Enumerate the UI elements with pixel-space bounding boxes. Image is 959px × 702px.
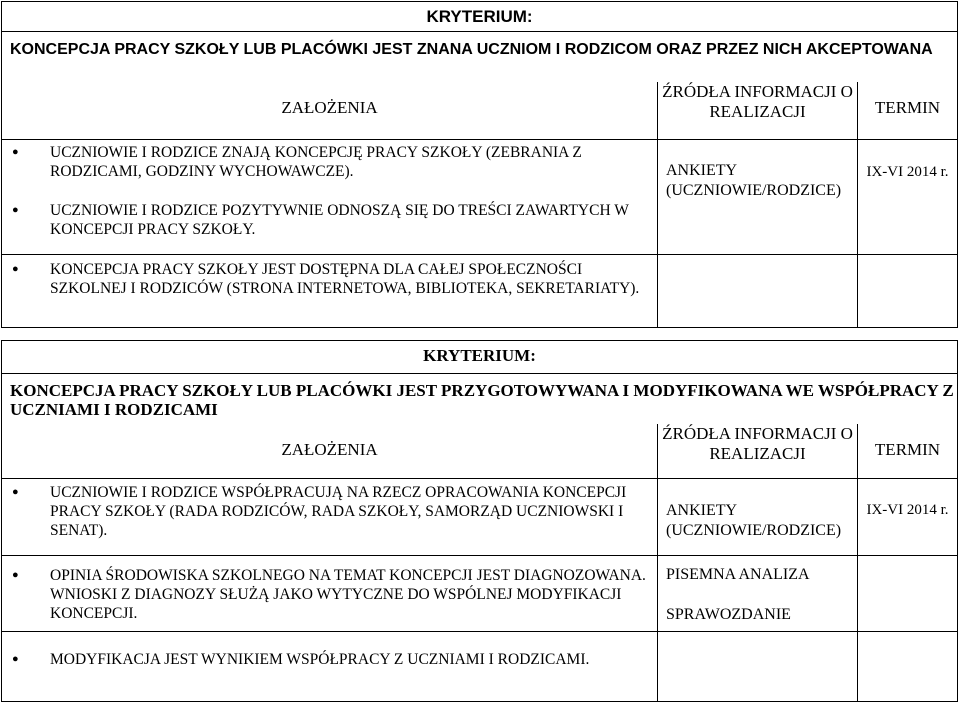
assumption-item: ● UCZNIOWIE I RODZICE POZYTYWNIE ODNOSZĄ SIĘ DO TREŚCI ZAWARTYCH W KONCEPCJI PRACY SZKOŁY.: [2, 201, 657, 239]
criterion-2-heading-cell: [2, 341, 958, 374]
assumption-item: ● OPINIA ŚRODOWISKA SZKOLNEGO NA TEMAT KONCEPCJI JEST DIAGNOZOWANA. WNIOSKI Z DIAGNOZY SŁUŻĄ JAKO WYTYCZNE DO WSPÓLNEJ MODYFIKACJI KONCEPCJI.: [2, 566, 657, 623]
term-text: IX-VI 2014 r.: [866, 164, 949, 180]
criterion-1-title-cell: [2, 32, 958, 82]
term-header-cell: [858, 424, 958, 479]
sources-cell-2: [658, 255, 858, 328]
term-cell-3: [858, 632, 958, 702]
assumptions-cell-2: [2, 556, 658, 632]
assumptions-header: ZAŁOŻENIA: [281, 97, 378, 117]
assumptions-cell-2: [2, 255, 658, 328]
term-cell-1: [858, 140, 958, 255]
assumption-item: ● UCZNIOWIE I RODZICE ZNAJĄ KONCEPCJĘ PRACY SZKOŁY (ZEBRANIA Z RODZICAMI, GODZINY WYCHOWAWCZE).: [2, 143, 657, 181]
assumptions-header: ZAŁOŻENIA: [281, 439, 378, 459]
term-text: IX-VI 2014 r.: [866, 502, 949, 518]
criterion-1-title: KONCEPCJA PRACY SZKOŁY LUB PLACÓWKI JEST ZNANA UCZNIOM I RODZICOM ORAZ PRZEZ NICH AKCEPTOWANA: [10, 41, 933, 58]
term-header-cell: [858, 82, 958, 140]
assumptions-header-cell: [2, 424, 658, 479]
source-text-report: SPRAWOZDANIE: [666, 606, 791, 623]
assumptions-cell-1: [2, 479, 658, 556]
sources-header: ŹRÓDŁA INFORMACJI O REALIZACJI: [662, 81, 853, 121]
source-text: ANKIETY (UCZNIOWIE/RODZICE): [666, 502, 842, 539]
criterion-2-title-cell: [2, 374, 958, 424]
term-cell-2: [858, 255, 958, 328]
term-header: TERMIN: [874, 439, 941, 459]
criterion-2-title: KONCEPCJA PRACY SZKOŁY LUB PLACÓWKI JEST PRZYGOTOWYWANA I MODYFIKOWANA WE WSPÓŁPRACY Z UCZNIAMI I RODZICAMI: [10, 381, 954, 419]
assumptions-header-cell: [2, 82, 658, 140]
assumption-item: ● UCZNIOWIE I RODZICE WSPÓŁPRACUJĄ NA RZECZ OPRACOWANIA KONCEPCJI PRACY SZKOŁY (RADA RODZICÓW, RADA SZKOŁY, SAMORZĄD UCZNIOWSKI I SENAT).: [2, 483, 657, 540]
criterion-table-1: [1, 1, 958, 328]
sources-cell-3: [658, 632, 858, 702]
assumptions-cell-1: [2, 140, 658, 255]
sources-cell-1: [658, 479, 858, 556]
term-cell-2: [858, 556, 958, 632]
source-text: ANKIETY (UCZNIOWIE/RODZICE): [666, 162, 842, 199]
criterion-1-heading: KRYTERIUM:: [426, 7, 533, 26]
criterion-1-heading-cell: [2, 2, 958, 32]
sources-header-cell: [658, 424, 858, 479]
source-text-analysis: PISEMNA ANALIZA: [666, 566, 810, 583]
sources-cell-2: [658, 556, 858, 632]
term-header: TERMIN: [874, 97, 941, 117]
assumptions-cell-3: [2, 632, 658, 702]
sources-cell-1: [658, 140, 858, 255]
term-cell-1: [858, 479, 958, 556]
criterion-2-heading: KRYTERIUM:: [423, 346, 536, 365]
criterion-table-2: [1, 340, 958, 702]
sources-header-cell: [658, 82, 858, 140]
sources-header: ŹRÓDŁA INFORMACJI O REALIZACJI: [662, 423, 853, 463]
assumption-item: ● KONCEPCJA PRACY SZKOŁY JEST DOSTĘPNA DLA CAŁEJ SPOŁECZNOŚCI SZKOLNEJ I RODZICÓW (STRONA INTERNETOWA, BIBLIOTEKA, SEKRETARIATY).: [2, 260, 657, 298]
assumption-item: ● MODYFIKACJA JEST WYNIKIEM WSPÓŁPRACY Z UCZNIAMI I RODZICAMI.: [2, 650, 657, 669]
